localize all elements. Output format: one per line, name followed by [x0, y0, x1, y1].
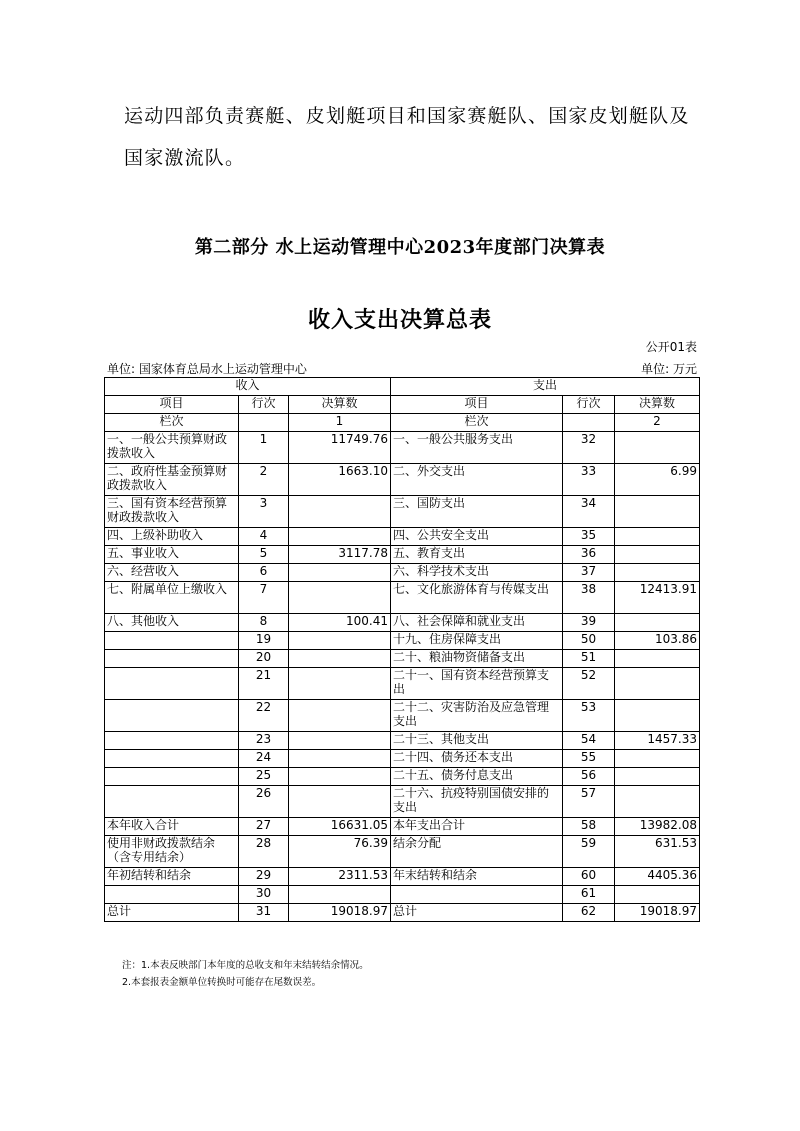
income-amount-cell [289, 650, 391, 668]
expense-item-cell: 二十六、抗疫特别国债安排的支出 [391, 786, 563, 818]
income-amount-cell [289, 750, 391, 768]
expense-item-cell [391, 886, 563, 904]
income-item-cell [105, 768, 239, 786]
currency-unit: 单位: 万元 [641, 362, 697, 376]
table-row [105, 464, 700, 496]
expense-line-no-cell: 51 [563, 650, 615, 668]
part-title: 第二部分 水上运动管理中心2023年度部门决算表 [194, 237, 606, 258]
income-line-no-cell: 29 [239, 868, 289, 886]
income-expense-table [104, 377, 700, 922]
income-line-no-cell: 19 [239, 632, 289, 650]
expense-line-no-cell: 36 [563, 546, 615, 564]
income-amount-cell [289, 564, 391, 582]
income-line-header: 行次 [239, 396, 289, 414]
empty-cell [239, 414, 289, 432]
income-line-no-cell: 6 [239, 564, 289, 582]
income-amount-cell: 11749.76 [289, 432, 391, 464]
table-row [105, 668, 700, 700]
expense-item-cell: 五、教育支出 [391, 546, 563, 564]
income-amount-cell [289, 582, 391, 614]
table-row [105, 650, 700, 668]
income-item-cell [105, 732, 239, 750]
income-line-no-cell: 24 [239, 750, 289, 768]
expense-amount-cell: 6.99 [615, 464, 700, 496]
expense-amount-cell [615, 886, 700, 904]
expense-item-cell: 七、文化旅游体育与传媒支出 [391, 582, 563, 614]
income-item-cell: 六、经营收入 [105, 564, 239, 582]
expense-amount-cell [615, 614, 700, 632]
table-row [105, 904, 700, 922]
income-line-no-cell: 30 [239, 886, 289, 904]
expense-amount-cell [615, 432, 700, 464]
income-amount-cell: 76.39 [289, 836, 391, 868]
expense-item-cell: 二、外交支出 [391, 464, 563, 496]
table-row [105, 786, 700, 818]
expense-amount-cell [615, 528, 700, 546]
expense-line-no-cell: 62 [563, 904, 615, 922]
expense-item-cell: 年末结转和结余 [391, 868, 563, 886]
income-line-no-cell: 2 [239, 464, 289, 496]
expense-line-no-cell: 39 [563, 614, 615, 632]
income-line-no-cell: 8 [239, 614, 289, 632]
income-item-cell: 年初结转和结余 [105, 868, 239, 886]
income-item-cell: 一、一般公共预算财政拨款收入 [105, 432, 239, 464]
expense-amount-cell [615, 668, 700, 700]
table-row [105, 886, 700, 904]
income-line-no-cell: 5 [239, 546, 289, 564]
expense-header: 支出 [391, 378, 700, 396]
income-line-no-cell: 21 [239, 668, 289, 700]
income-line-no-cell: 31 [239, 904, 289, 922]
table-row [105, 614, 700, 632]
income-item-cell: 七、附属单位上缴收入 [105, 582, 239, 614]
income-amount-cell [289, 786, 391, 818]
income-item-cell: 四、上级补助收入 [105, 528, 239, 546]
expense-amount-cell [615, 546, 700, 564]
expense-amount-cell: 4405.36 [615, 868, 700, 886]
table-row [105, 632, 700, 650]
income-item-cell: 五、事业收入 [105, 546, 239, 564]
expense-item-cell: 六、科学技术支出 [391, 564, 563, 582]
income-line-no-cell: 20 [239, 650, 289, 668]
expense-item-cell: 二十二、灾害防治及应急管理支出 [391, 700, 563, 732]
table-row [105, 836, 700, 868]
expense-item-cell: 十九、住房保障支出 [391, 632, 563, 650]
income-line-no-cell: 27 [239, 818, 289, 836]
empty-cell [563, 414, 615, 432]
income-col-label: 栏次 [105, 414, 239, 432]
expense-amount-cell: 12413.91 [615, 582, 700, 614]
expense-line-no-cell: 54 [563, 732, 615, 750]
expense-item-cell: 二十五、债务付息支出 [391, 768, 563, 786]
expense-amount-cell [615, 786, 700, 818]
expense-amount-cell [615, 564, 700, 582]
income-amount-cell [289, 732, 391, 750]
table-row [105, 546, 700, 564]
table-title: 收入支出决算总表 [307, 307, 492, 333]
column-header-row [105, 396, 700, 414]
income-line-no-cell: 22 [239, 700, 289, 732]
expense-line-header: 行次 [563, 396, 615, 414]
income-item-cell [105, 650, 239, 668]
income-item-cell [105, 668, 239, 700]
form-code: 公开01表 [645, 340, 697, 354]
income-amount-cell [289, 668, 391, 700]
income-item-header: 项目 [105, 396, 239, 414]
income-item-cell: 本年收入合计 [105, 818, 239, 836]
expense-item-cell: 二十四、债务还本支出 [391, 750, 563, 768]
expense-amount-cell [615, 496, 700, 528]
income-amount-cell: 2311.53 [289, 868, 391, 886]
expense-item-cell: 四、公共安全支出 [391, 528, 563, 546]
income-line-no-cell: 7 [239, 582, 289, 614]
intro-line-1: 运动四部负责赛艇、皮划艇项目和国家赛艇队、国家皮划艇队及 [124, 105, 690, 127]
column-index-row [105, 414, 700, 432]
income-amount-cell [289, 496, 391, 528]
income-amount-cell [289, 700, 391, 732]
income-amount-cell [289, 528, 391, 546]
expense-line-no-cell: 33 [563, 464, 615, 496]
expense-amount-cell [615, 700, 700, 732]
expense-item-cell: 本年支出合计 [391, 818, 563, 836]
income-amount-cell [289, 886, 391, 904]
income-line-no-cell: 1 [239, 432, 289, 464]
expense-item-header: 项目 [391, 396, 563, 414]
expense-line-no-cell: 37 [563, 564, 615, 582]
income-amount-cell: 1663.10 [289, 464, 391, 496]
income-amount-cell: 19018.97 [289, 904, 391, 922]
intro-line-2: 国家激流队。 [124, 147, 246, 169]
expense-amount-header: 决算数 [615, 396, 700, 414]
income-line-no-cell: 4 [239, 528, 289, 546]
expense-amount-cell [615, 750, 700, 768]
table-row [105, 564, 700, 582]
table-row [105, 582, 700, 614]
expense-amount-cell: 103.86 [615, 632, 700, 650]
table-header-row [105, 378, 700, 396]
income-item-cell: 二、政府性基金预算财政拨款收入 [105, 464, 239, 496]
expense-amount-cell [615, 768, 700, 786]
income-line-no-cell: 23 [239, 732, 289, 750]
expense-line-no-cell: 38 [563, 582, 615, 614]
expense-amount-cell: 13982.08 [615, 818, 700, 836]
expense-item-cell: 总计 [391, 904, 563, 922]
expense-col-label: 栏次 [391, 414, 563, 432]
expense-line-no-cell: 57 [563, 786, 615, 818]
table-row [105, 496, 700, 528]
income-item-cell: 使用非财政拨款结余（含专用结余） [105, 836, 239, 868]
income-amount-cell: 100.41 [289, 614, 391, 632]
note-2: 2.本套报表金额单位转换时可能存在尾数误差。 [122, 977, 322, 988]
reporting-unit: 单位: 国家体育总局水上运动管理中心 [107, 362, 307, 376]
income-item-cell [105, 632, 239, 650]
expense-amount-cell: 631.53 [615, 836, 700, 868]
expense-col-index: 2 [615, 414, 700, 432]
income-amount-cell: 3117.78 [289, 546, 391, 564]
expense-line-no-cell: 35 [563, 528, 615, 546]
income-amount-cell: 16631.05 [289, 818, 391, 836]
income-line-no-cell: 28 [239, 836, 289, 868]
income-header: 收入 [105, 378, 391, 396]
expense-line-no-cell: 56 [563, 768, 615, 786]
expense-item-cell: 一、一般公共服务支出 [391, 432, 563, 464]
income-line-no-cell: 3 [239, 496, 289, 528]
income-item-cell [105, 750, 239, 768]
table-row [105, 750, 700, 768]
expense-line-no-cell: 52 [563, 668, 615, 700]
expense-item-cell: 结余分配 [391, 836, 563, 868]
expense-line-no-cell: 32 [563, 432, 615, 464]
note-1: 注：1.本表反映部门本年度的总收支和年末结转结余情况。 [122, 960, 369, 971]
expense-line-no-cell: 55 [563, 750, 615, 768]
income-item-cell [105, 700, 239, 732]
expense-item-cell: 八、社会保障和就业支出 [391, 614, 563, 632]
income-line-no-cell: 25 [239, 768, 289, 786]
expense-line-no-cell: 60 [563, 868, 615, 886]
income-col-index: 1 [289, 414, 391, 432]
expense-item-cell: 二十三、其他支出 [391, 732, 563, 750]
income-item-cell [105, 786, 239, 818]
expense-line-no-cell: 59 [563, 836, 615, 868]
income-item-cell: 三、国有资本经营预算财政拨款收入 [105, 496, 239, 528]
table-row [105, 768, 700, 786]
table-row [105, 818, 700, 836]
income-item-cell: 八、其他收入 [105, 614, 239, 632]
income-item-cell [105, 886, 239, 904]
expense-amount-cell: 19018.97 [615, 904, 700, 922]
expense-item-cell: 三、国防支出 [391, 496, 563, 528]
expense-amount-cell [615, 650, 700, 668]
table-row [105, 528, 700, 546]
expense-amount-cell: 1457.33 [615, 732, 700, 750]
expense-item-cell: 二十、粮油物资储备支出 [391, 650, 563, 668]
expense-item-cell: 二十一、国有资本经营预算支出 [391, 668, 563, 700]
income-amount-cell [289, 632, 391, 650]
income-line-no-cell: 26 [239, 786, 289, 818]
expense-line-no-cell: 58 [563, 818, 615, 836]
expense-line-no-cell: 61 [563, 886, 615, 904]
income-item-cell: 总计 [105, 904, 239, 922]
table-row [105, 732, 700, 750]
table-row [105, 432, 700, 464]
expense-line-no-cell: 34 [563, 496, 615, 528]
table-row [105, 868, 700, 886]
expense-line-no-cell: 50 [563, 632, 615, 650]
income-amount-header: 决算数 [289, 396, 391, 414]
income-amount-cell [289, 768, 391, 786]
expense-line-no-cell: 53 [563, 700, 615, 732]
table-row [105, 700, 700, 732]
